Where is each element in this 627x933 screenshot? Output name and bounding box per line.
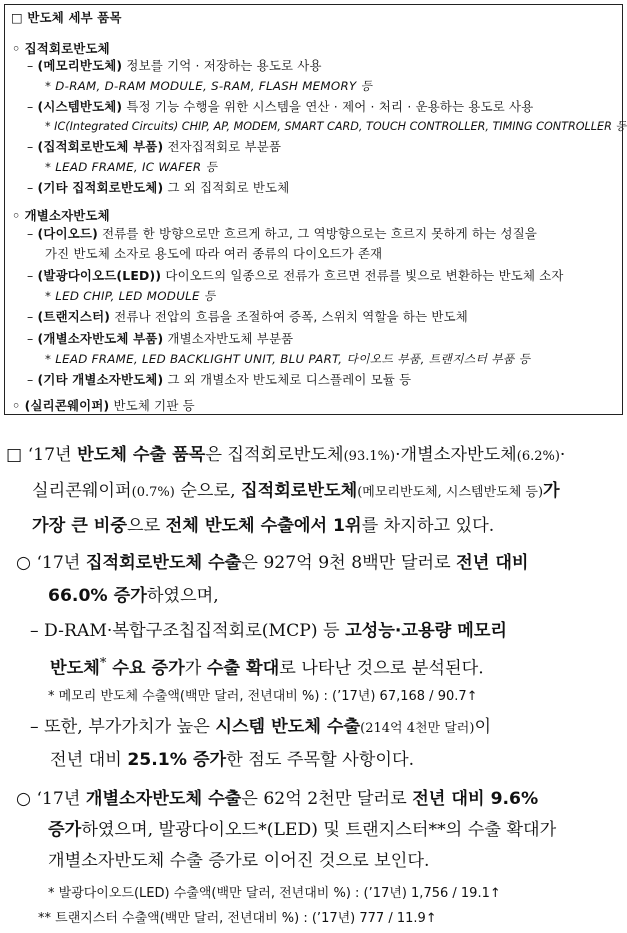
- p2-line6: 전년 대비 25.1% 증가한 점도 주목할 사항이다.: [50, 750, 415, 770]
- ic-system-line: – (시스템반도체) 특정 기능 수행을 위한 시스템을 연산 · 제어 · 처리 · 운용하는 용도로 사용: [27, 99, 534, 114]
- p3-line1: ○ ‘17년 개별소자반도체 수출은 62억 2천만 달러로 전년 대비 9.6%: [16, 789, 539, 809]
- p3-footnote-2: ** 트랜지스터 수출액(백만 달러, 전년대비 %) : (’17년) 777 / 11.9↑: [38, 911, 437, 926]
- p1-line3: 가장 큰 비중으로 전체 반도체 수출에서 1위를 차지하고 있다.: [32, 516, 495, 536]
- p3-footnote-1: * 발광다이오드(LED) 수출액(백만 달러, 전년대비 %) : (’17년) 1,756 / 19.1↑: [48, 886, 501, 901]
- p3-line3: 개별소자반도체 수출 증가로 이어진 것으로 보인다.: [48, 851, 430, 871]
- discrete-parts-note: * LEAD FRAME, LED BACKLIGHT UNIT, BLU PART, 다이오드 부품, 트랜지스터 부품 등: [45, 352, 531, 366]
- discrete-parts-line: – (개별소자반도체 부품) 개별소자반도체 부분품: [27, 331, 294, 346]
- ic-parts-note: * LEAD FRAME, IC WAFER 등: [45, 160, 218, 174]
- ic-memory-line: – (메모리반도체) 정보를 기억 · 저장하는 용도로 사용: [27, 58, 322, 73]
- ic-memory-note: * D-RAM, D-RAM MODULE, S-RAM, FLASH MEMORY 등: [45, 79, 373, 93]
- p1-line2: 실리콘웨이퍼(0.7%) 순으로, 집적회로반도체(메모리반도체, 시스템반도체 등)가: [32, 481, 560, 501]
- discrete-heading: ◦ 개별소자반도체: [12, 208, 110, 223]
- discrete-other-line: – (기타 개별소자반도체) 그 외 개별소자 반도체로 디스플레이 모듈 등: [27, 372, 412, 387]
- discrete-transistor-line: – (트랜지스터) 전류나 전압의 흐름을 조절하여 증폭, 스위치 역할을 하는 반도체: [27, 309, 468, 324]
- ic-system-note: * IC(Integrated Circuits) CHIP, AP, MODEM, SMART CARD, TOUCH CONTROLLER, TIMING CONTROLLER 등: [45, 120, 627, 133]
- wafer-line: ◦ (실리콘웨이퍼) 반도체 기판 등: [12, 398, 195, 413]
- detail-box: [4, 4, 627, 415]
- ic-heading: ◦ 집적회로반도체: [12, 41, 110, 56]
- box-title: □ 반도체 세부 품목: [11, 10, 122, 25]
- p2-line2: 66.0% 증가하였으며,: [48, 586, 219, 606]
- p2-line5: – 또한, 부가가치가 높은 시스템 반도체 수출(214억 4천만 달러)이: [30, 717, 492, 737]
- p2-footnote: * 메모리 반도체 수출액(백만 달러, 전년대비 %) : (’17년) 67,168 / 90.7↑: [48, 689, 478, 704]
- discrete-led-line: – (발광다이오드(LED)) 다이오드의 일종으로 전류가 흐르면 전류를 빛으로 변환하는 반도체 소자: [27, 268, 564, 283]
- discrete-diode-line2: 가진 반도체 소자로 용도에 따라 여러 종류의 다이오드가 존재: [45, 246, 383, 261]
- ic-other-line: – (기타 집적회로반도체) 그 외 집적회로 반도체: [27, 180, 290, 195]
- p3-line2: 증가하였으며, 발광다이오드*(LED) 및 트랜지스터**의 수출 확대가: [48, 820, 557, 840]
- discrete-led-note: * LED CHIP, LED MODULE 등: [45, 289, 216, 303]
- ic-parts-line: – (집적회로반도체 부품) 전자집적회로 부분품: [27, 139, 282, 154]
- discrete-diode-line: – (다이오드) 전류를 한 방향으로만 흐르게 하고, 그 역방향으로는 흐르지 못하게 하는 성질을: [27, 226, 538, 241]
- p2-line3: – D-RAM·복합구조칩집적회로(MCP) 등 고성능·고용량 메모리: [30, 621, 508, 641]
- p2-line4: 반도체* 수요 증가가 수출 확대로 나타난 것으로 분석된다.: [50, 656, 484, 679]
- p2-line1: ○ ‘17년 집적회로반도체 수출은 927억 9천 8백만 달러로 전년 대비: [16, 553, 529, 573]
- p1-line1: □ ‘17년 반도체 수출 품목은 집적회로반도체(93.1%)·개별소자반도체(6.2%)·: [6, 445, 566, 465]
